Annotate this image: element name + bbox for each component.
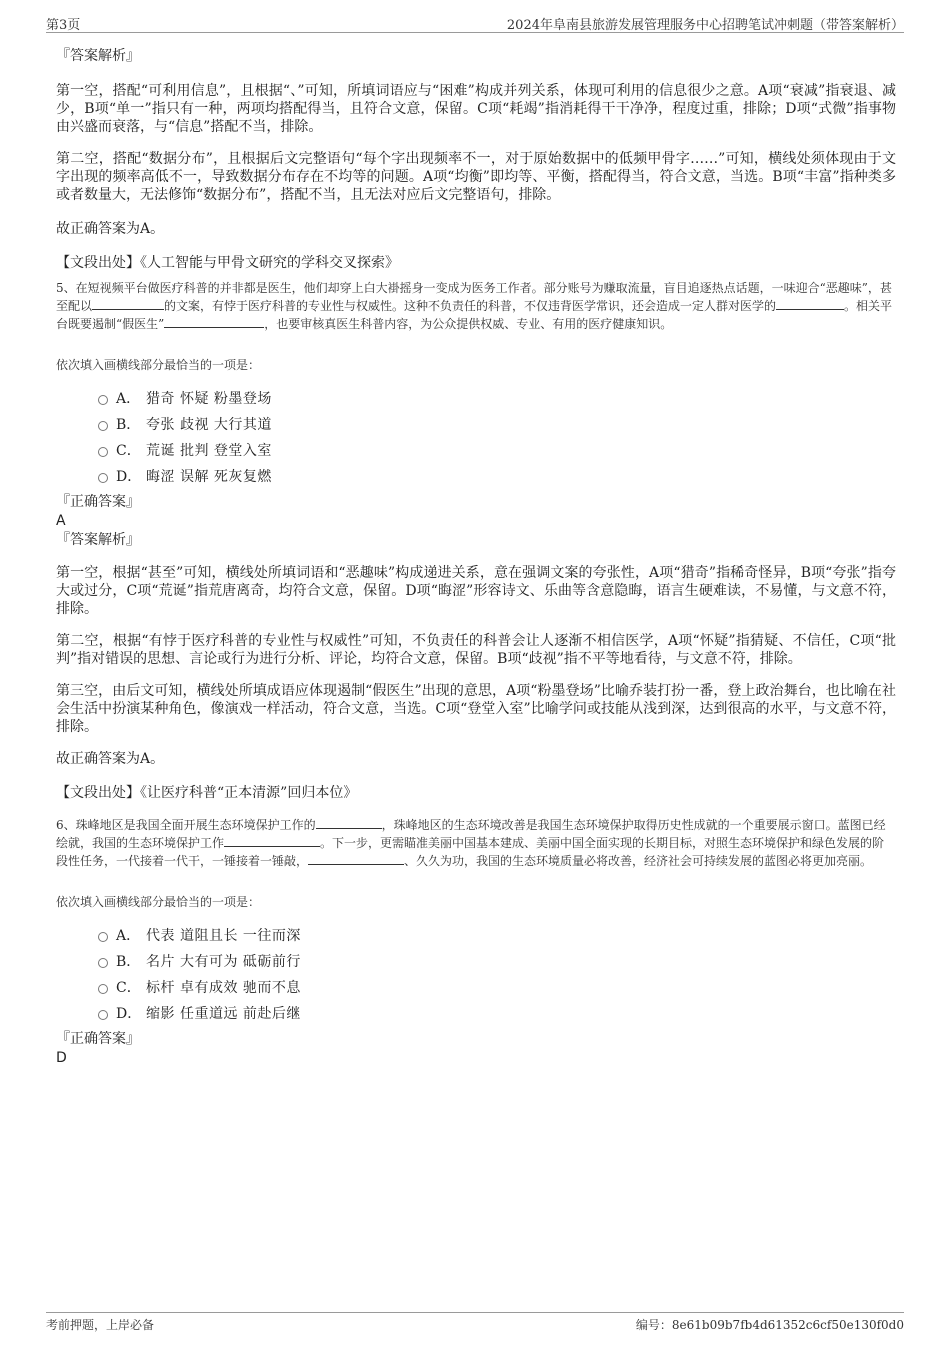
option-c[interactable]: C． 荒诞 批判 登堂入室 — [56, 438, 896, 464]
analysis-paragraph: 第一空，搭配“可利用信息”，且根据“、”可知，所填词语应与“困难”构成并列关系，体现可利用的信息很少之意。A项“衰减”指衰退、减少，B项“单一”指只有一种，两项均搭配得当，且符合文意，保留。C项“耗竭”指消耗得干干净净，程度过重，排除；D项“式微”指事物由兴盛而衰落，与“信息”搭配不当，排除。 — [56, 83, 896, 135]
option-d[interactable]: D． 缩影 任重道远 前赴后继 — [56, 1001, 896, 1027]
radio-button[interactable] — [98, 473, 108, 483]
analysis-paragraph: 第一空，根据“甚至”可知，横线处所填词语和“恶趣味”构成递进关系，意在强调文案的夸张性，A项“猎奇”指稀奇怪异，B项“夸张”指夸大或过分，C项“荒诞”指荒唐离奇，均符合文意，保留。D项“晦涩”形容诗文、乐曲等含意隐晦，语言生硬难读，不易懂，与文意不符，排除。 — [56, 565, 896, 617]
source-citation: 【文段出处】《人工智能与甲骨文研究的学科交叉探索》 — [56, 255, 399, 271]
source-citation: 【文段出处】《让医疗科普“正本清源”回归本位》 — [56, 785, 358, 801]
option-a[interactable]: A． 猎奇 怀疑 粉墨登场 — [56, 386, 896, 412]
correct-answer: D — [56, 1050, 67, 1066]
correct-answer-label: 『正确答案』 — [56, 494, 140, 510]
radio-button[interactable] — [98, 395, 108, 405]
conclusion: 故正确答案为A。 — [56, 221, 165, 237]
correct-answer: A — [56, 513, 66, 529]
analysis-paragraph: 第二空，搭配“数据分布”，且根据后文完整语句“每个字出现频率不一，对于原始数据中的低频甲骨字……”可知，横线处须体现由于文字出现的频率高低不一，导致数据分布存在不均等的问题。A项“均衡”即均等、平衡，搭配得当，符合文意，当选。B项“丰富”指种类多或者数量大，无法修饰“数据分布”，搭配不当，且无法对应后文完整语句，排除。 — [56, 151, 896, 203]
question-text: 5、在短视频平台做医疗科普的并非都是医生，他们却穿上白大褂摇身一变成为医务工作者。部分账号为赚取流量，盲目追逐热点话题，一味迎合“恶趣味”，甚至配以 的文案，有悖于医疗科普的专业性与权威性。这种不负责任的科普，不仅违背医学常识，还会造成一定人群对医学的 。相关平台既要遏制“假医生” ，也要审核真医生科普内容，为公众提供权威、专业、有用的医疗健康知识。 — [56, 281, 893, 331]
page-footer — [46, 1312, 904, 1331]
options-list — [56, 386, 896, 490]
answer-blank — [92, 297, 164, 310]
document-id: 编号：8e61b09b7fb4d61352c6cf50e130f0d0 — [635, 1318, 904, 1332]
document-title: 2024年阜南县旅游发展管理服务中心招聘笔试冲刺题（带答案解析） — [506, 18, 904, 33]
conclusion: 故正确答案为A。 — [56, 751, 165, 767]
question-text: 6、珠峰地区是我国全面开展生态环境保护工作的 ，珠峰地区的生态环境改善是我国生态环境保护取得历史性成就的一个重要展示窗口。蓝图已经绘就，我国的生态环境保护工作 。下一步，更需瞄准美丽中国基本建成、美丽中国全面实现的长期目标，对照生态环境保护和绿色发展的阶段性任务，一代接着一代干，一锤接着一锤敲， 、久久为功，我国的生态环境质量必将改善，经济社会可持续发展的蓝图必将更加亮丽。 — [56, 818, 886, 868]
page-number: 第3页 — [46, 18, 81, 33]
option-b[interactable]: B． 夸张 歧视 大行其道 — [56, 412, 896, 438]
option-b[interactable]: B． 名片 大有可为 砥砺前行 — [56, 949, 896, 975]
answer-blank — [308, 852, 404, 865]
analysis-paragraph: 第三空，由后文可知，横线处所填成语应体现遏制“假医生”出现的意思，A项“粉墨登场”比喻乔装打扮一番，登上政治舞台，也比喻在社会生活中扮演某种角色，像演戏一样活动，符合文意，当选。C项“登堂入室”比喻学问或技能从浅到深，达到很高的水平，与文意不符，排除。 — [56, 683, 896, 735]
radio-button[interactable] — [98, 984, 108, 994]
analysis-label: 『答案解析』 — [56, 532, 140, 548]
question-prompt: 依次填入画横线部分最恰当的一项是： — [56, 358, 261, 372]
question-prompt: 依次填入画横线部分最恰当的一项是： — [56, 895, 261, 909]
radio-button[interactable] — [98, 447, 108, 457]
footer-slogan: 考前押题，上岸必备 — [46, 1318, 155, 1332]
option-a[interactable]: A． 代表 道阻且长 一往而深 — [56, 923, 896, 949]
radio-button[interactable] — [98, 421, 108, 431]
analysis-paragraph: 第二空，根据“有悖于医疗科普的专业性与权威性”可知，不负责任的科普会让人逐渐不相信医学，A项“怀疑”指猜疑、不信任，C项“批判”指对错误的思想、言论或行为进行分析、评论，均符合文意，保留。B项“歧视”指不平等地看待，与文意不符，排除。 — [56, 633, 896, 667]
radio-button[interactable] — [98, 932, 108, 942]
option-c[interactable]: C． 标杆 卓有成效 驰而不息 — [56, 975, 896, 1001]
page-header — [46, 12, 904, 33]
document-body — [56, 44, 896, 1067]
radio-button[interactable] — [98, 958, 108, 968]
radio-button[interactable] — [98, 1010, 108, 1020]
options-list — [56, 923, 896, 1027]
analysis-label: 『答案解析』 — [56, 48, 140, 64]
answer-blank — [316, 816, 382, 829]
answer-blank — [164, 315, 264, 328]
option-d[interactable]: D． 晦涩 误解 死灰复燃 — [56, 464, 896, 490]
answer-blank — [776, 297, 844, 310]
answer-blank — [224, 834, 320, 847]
correct-answer-label: 『正确答案』 — [56, 1031, 140, 1047]
